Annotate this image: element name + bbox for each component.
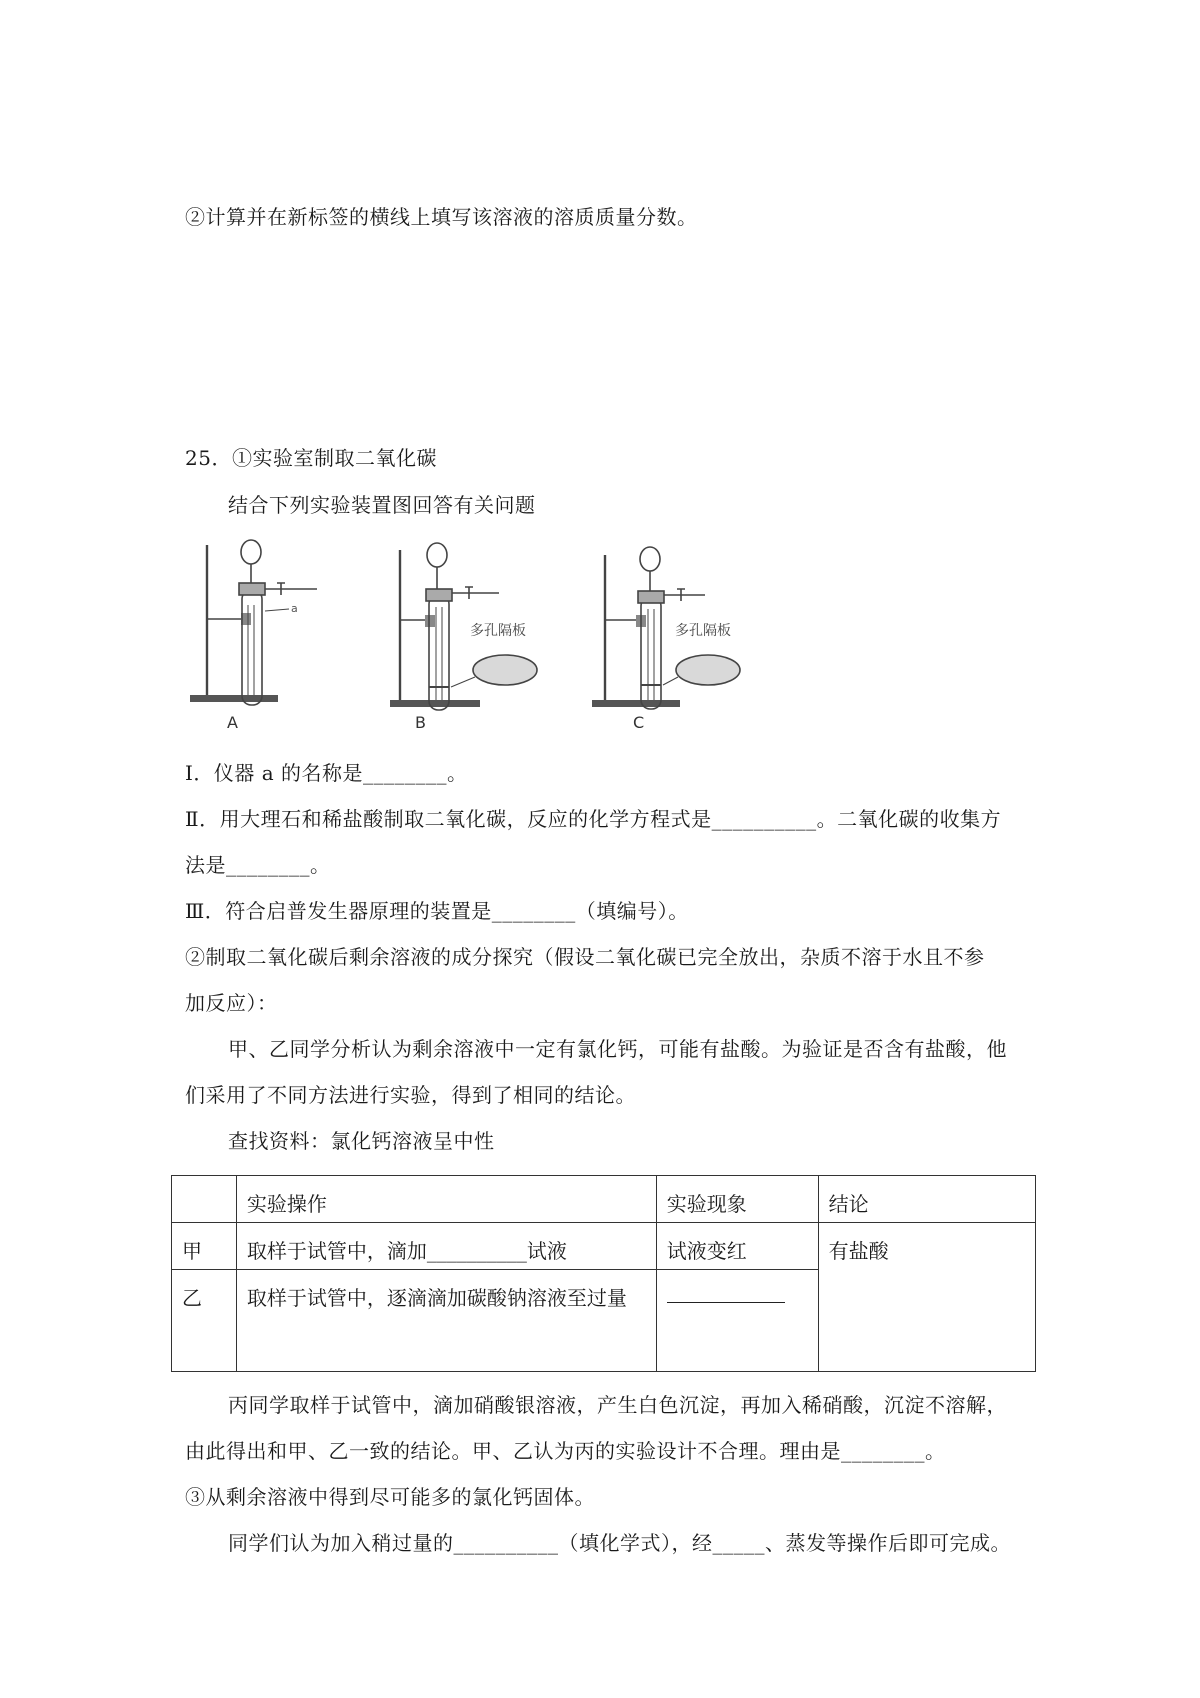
- plate-label-b: 多孔隔板: [470, 623, 526, 639]
- question-24-part2: ②计算并在新标签的横线上填写该溶液的溶质质量分数。: [185, 205, 698, 229]
- table-cell-phenomenon: [656, 1270, 818, 1372]
- figure-instruction: 结合下列实验装置图回答有关问题: [228, 493, 536, 517]
- table-cell-who: 甲: [172, 1223, 237, 1270]
- table-cell-operation: 取样于试管中，逐滴滴加碳酸钠溶液至过量: [236, 1270, 656, 1372]
- question-ii-cont: 法是________。: [185, 853, 331, 877]
- experiment-table: [171, 1175, 1036, 1372]
- apparatus-figure: [185, 535, 815, 735]
- table-cell-phenomenon: 试液变红: [656, 1223, 818, 1270]
- table-cell-who: 乙: [172, 1270, 237, 1372]
- part2-heading-cont: 加反应）：: [185, 991, 278, 1015]
- figure-label-c: C: [633, 713, 645, 732]
- question-i: Ⅰ．仪器 a 的名称是________。: [185, 761, 468, 785]
- table-header-cell: [172, 1176, 237, 1223]
- part2-heading: ②制取二氧化碳后剩余溶液的成分探究（假设二氧化碳已完全放出，杂质不溶于水且不参: [185, 945, 985, 969]
- question-ii: Ⅱ．用大理石和稀盐酸制取二氧化碳，反应的化学方程式是__________。二氧化碳的收集方: [185, 807, 1002, 831]
- question-25-heading: 25．①实验室制取二氧化碳: [185, 446, 437, 470]
- plate-label-c: 多孔隔板: [675, 623, 731, 639]
- analysis-paragraph: 甲、乙同学分析认为剩余溶液中一定有氯化钙，可能有盐酸。为验证是否含有盐酸，他: [228, 1037, 1007, 1061]
- table-row: [172, 1223, 1036, 1270]
- figure-label-a: A: [227, 713, 238, 732]
- third-student-paragraph: 丙同学取样于试管中，滴加硝酸银溶液，产生白色沉淀，再加入稀硝酸，沉淀不溶解，: [228, 1393, 1007, 1417]
- table-cell-conclusion: 有盐酸: [818, 1223, 1035, 1372]
- apparatus-a: [190, 540, 317, 705]
- table-cell-operation: 取样于试管中，滴加__________试液: [236, 1223, 656, 1270]
- table-header-cell: 实验现象: [656, 1176, 818, 1223]
- third-student-paragraph-cont: 由此得出和甲、乙一致的结论。甲、乙认为丙的实验设计不合理。理由是________。: [185, 1439, 946, 1463]
- table-header-cell: 实验操作: [236, 1176, 656, 1223]
- figure-label-b: B: [415, 713, 426, 732]
- instrument-label-a: a: [291, 602, 298, 615]
- question-iii: Ⅲ．符合启普发生器原理的装置是________（填编号）。: [185, 899, 689, 923]
- table-header-cell: 结论: [818, 1176, 1035, 1223]
- table-header-row: [172, 1176, 1036, 1223]
- reference-note: 查找资料：氯化钙溶液呈中性: [228, 1129, 495, 1153]
- analysis-paragraph-cont: 们采用了不同方法进行实验，得到了相同的结论。: [185, 1083, 636, 1107]
- part3-heading: ③从剩余溶液中得到尽可能多的氯化钙固体。: [185, 1485, 595, 1509]
- part3-answer: 同学们认为加入稍过量的__________（填化学式），经_____、蒸发等操作后即可完成。: [228, 1531, 1011, 1555]
- answer-blank: [667, 1282, 785, 1303]
